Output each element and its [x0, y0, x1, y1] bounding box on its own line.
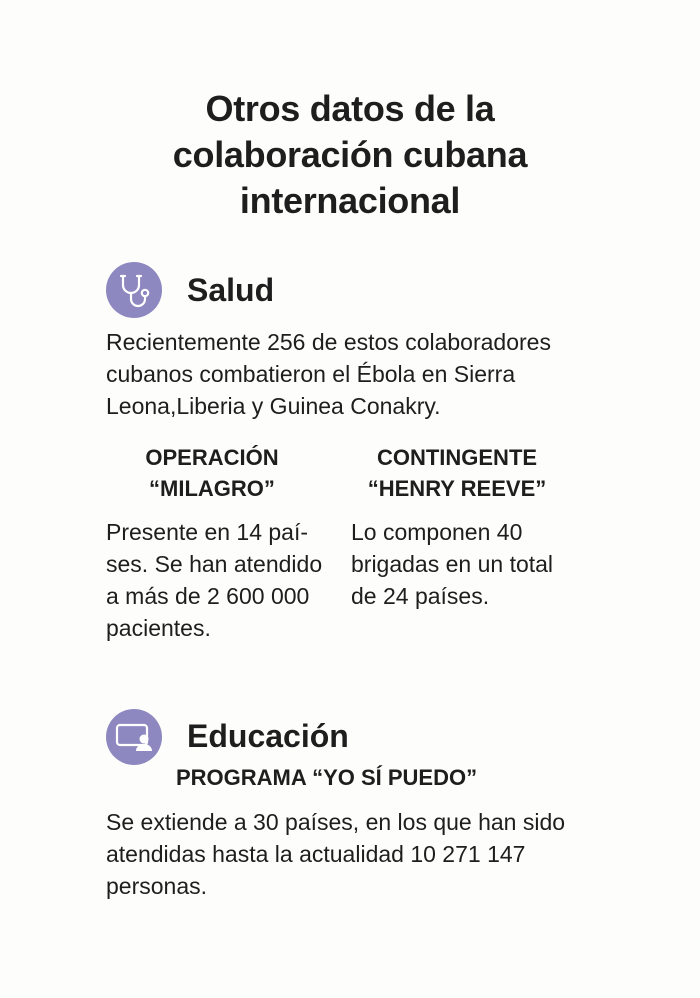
- salud-text-line: Recientemente 256 de estos colaboradores: [106, 329, 551, 355]
- operacion-milagro-text: [106, 516, 322, 644]
- operacion-text-line: Presente en 14 paí-: [106, 519, 309, 545]
- operacion-text-line: ses. Se han atendido: [106, 551, 323, 577]
- operacion-milagro-heading: [106, 442, 318, 504]
- operacion-text-line: pacientes.: [106, 615, 211, 641]
- educacion-text-line: atendidas hasta la actualidad 10 271 147: [106, 841, 526, 867]
- title-line-3: internacional: [239, 180, 461, 221]
- video-lesson-icon: [106, 709, 162, 765]
- salud-text-line: Leona,Liberia y Guinea Conakry.: [106, 393, 441, 419]
- educacion-text-line: personas.: [106, 873, 208, 899]
- yo-si-puedo-heading: PROGRAMA “YO SÍ PUEDO”: [176, 765, 478, 790]
- salud-text-line: cubanos combatieron el Ébola en Sierra: [106, 361, 516, 387]
- title-line-2: colaboración cubana: [172, 134, 528, 175]
- educacion-text: [106, 806, 565, 902]
- contingente-text: [351, 516, 553, 612]
- salud-heading: Salud: [187, 272, 275, 308]
- educacion-heading: Educación: [187, 718, 349, 754]
- salud-text: [106, 326, 551, 422]
- contingente-text-line: Lo componen 40: [351, 519, 523, 545]
- title-line-1: Otros datos de la: [205, 88, 495, 129]
- operacion-heading-line: “MILAGRO”: [149, 476, 275, 501]
- contingente-heading-line: CONTINGENTE: [376, 445, 538, 470]
- operacion-text-line: a más de 2 600 000: [106, 583, 310, 609]
- contingente-heading: [350, 442, 564, 504]
- operacion-heading-line: OPERACIÓN: [145, 445, 279, 470]
- contingente-text-line: de 24 países.: [351, 583, 490, 609]
- page-title: [0, 86, 700, 224]
- contingente-text-line: brigadas en un total: [351, 551, 554, 577]
- educacion-text-line: Se extiende a 30 países, en los que han sido: [106, 809, 566, 835]
- stethoscope-icon: [106, 262, 162, 318]
- contingente-heading-line: “HENRY REEVE”: [367, 476, 547, 501]
